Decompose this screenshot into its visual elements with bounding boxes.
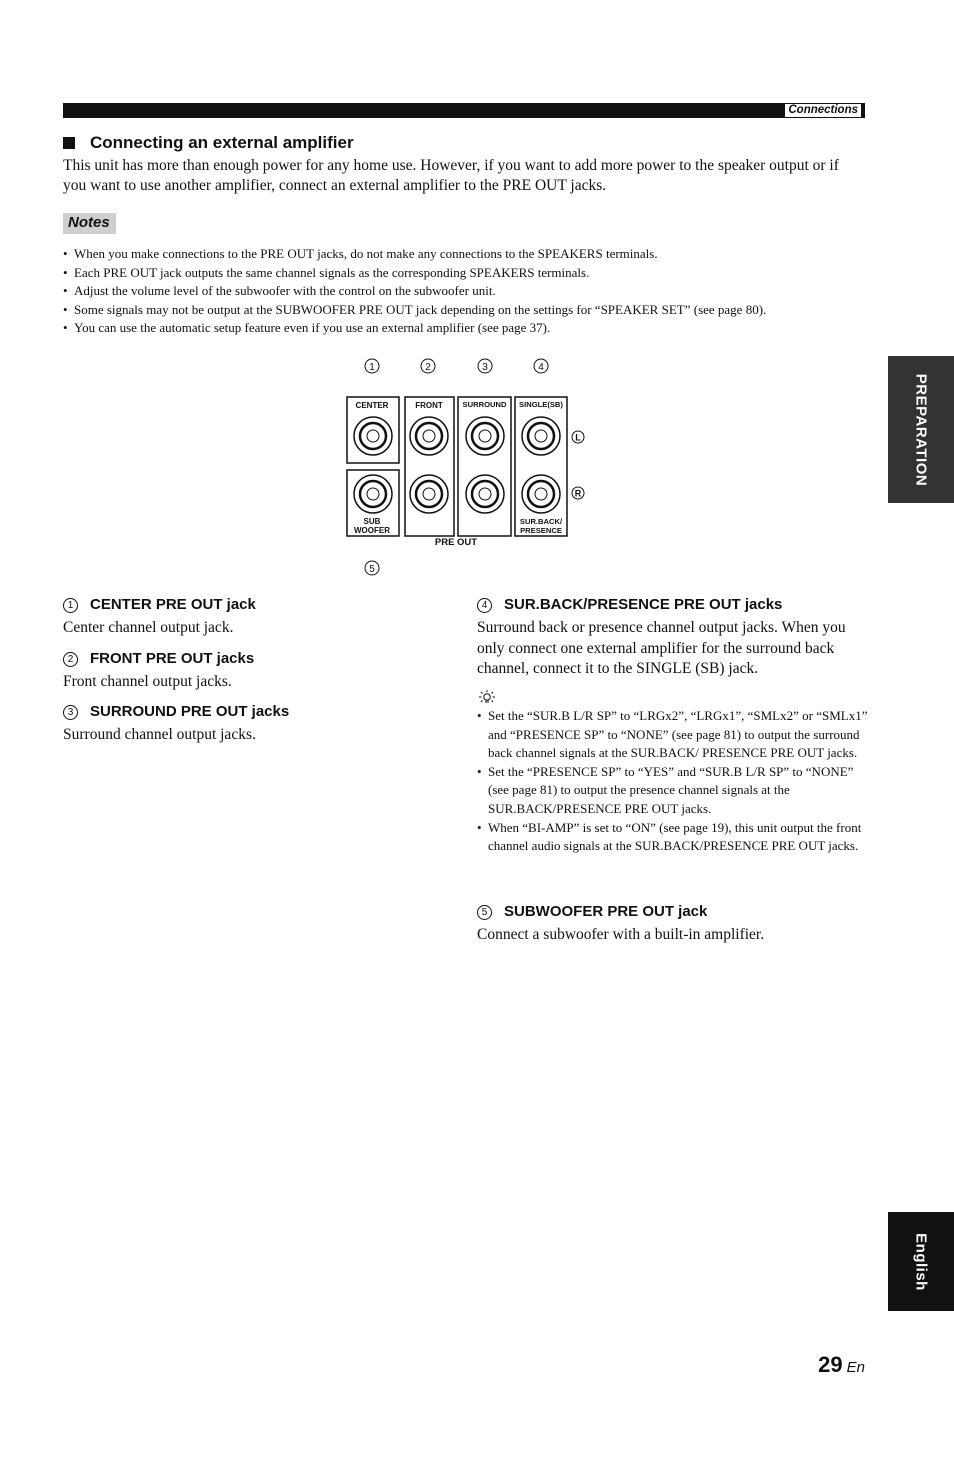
item-surback-body: Surround back or presence channel output jacks. When you only connect one external amplifier for the surround back channel, connect it to the SINGLE (SB) jack. [477, 619, 846, 677]
surround-box [458, 397, 511, 536]
item-number-badge: 5 [477, 905, 492, 920]
callout-3-text: 3 [482, 362, 488, 373]
page-number-value: 29 [818, 1352, 843, 1377]
item-center-head [63, 596, 256, 614]
side-tab-preparation-label: PREPARATION [912, 373, 930, 486]
side-tab-english [888, 1212, 954, 1311]
surback-label: SUR.BACK/ [519, 517, 563, 526]
page-language: En [846, 1359, 865, 1376]
note-item: • You can use the automatic setup feature even if you use an external amplifier (see page 37). [63, 319, 873, 338]
item-subwoofer-body: Connect a subwoofer with a built-in amplifier. [477, 926, 765, 943]
item-title: SUR.BACK/PRESENCE PRE OUT jacks [504, 596, 783, 613]
note-item: • Some signals may not be output at the SUBWOOFER PRE OUT jack depending on the settings for “SPEAKER SET” (see page 80). [63, 301, 873, 320]
surback-right-jack [522, 475, 560, 513]
item-number-badge: 1 [63, 598, 78, 613]
front-box [405, 397, 454, 536]
left-channel-marker [572, 431, 584, 443]
item-title: SURROUND PRE OUT jacks [90, 703, 290, 720]
section-title-text: Connecting an external amplifier [90, 133, 354, 152]
tip-item: • Set the “PRESENCE SP” to “YES” and “SUR.B L/R SP” to “NONE” (see page 81) to output the presence channel signals at the SUR.BACK/PRESENCE PRE OUT jacks. [477, 763, 869, 819]
right-channel-marker [572, 487, 584, 499]
callout-4-text: 4 [538, 362, 544, 373]
tip-item: • Set the “SUR.B L/R SP” to “LRGx2”, “LRGx1”, “SMLx2” or “SMLx1” and “PRESENCE SP” to “NONE” (see page 81) to output the surround back channel signals at the SUR.BACK/ PRESENCE PRE OUT jacks. [477, 707, 869, 763]
callout-5 [365, 561, 379, 575]
front-label: FRONT [415, 401, 443, 410]
item-title: SUBWOOFER PRE OUT jack [504, 903, 708, 920]
tip-item: • When “BI-AMP” is set to “ON” (see page 19), this unit output the front channel audio signals at the SUR.BACK/PRESENCE PRE OUT jacks. [477, 819, 869, 856]
callout-4 [534, 359, 548, 373]
item-title: CENTER PRE OUT jack [90, 596, 256, 613]
presence-label: PRESENCE [520, 526, 562, 535]
note-item: • When you make connections to the PRE OUT jacks, do not make any connections to the SPEAKERS terminals. [63, 245, 873, 264]
note-item: • Adjust the volume level of the subwoofer with the control on the subwoofer unit. [63, 282, 873, 301]
woofer-label: WOOFER [354, 526, 390, 535]
front-left-jack [410, 417, 448, 455]
section-title [63, 133, 354, 153]
sub-label: SUB [363, 517, 381, 526]
side-tab-preparation [888, 356, 954, 503]
item-front-body: Front channel output jacks. [63, 673, 232, 690]
header-bar [63, 103, 865, 118]
callout-3 [478, 359, 492, 373]
surback-box [515, 397, 567, 536]
callout-2-text: 2 [425, 362, 431, 373]
item-surround-body: Surround channel output jacks. [63, 726, 256, 743]
notes-label: Notes [63, 213, 116, 234]
left-marker-text: L [575, 432, 581, 443]
surback-left-jack [522, 417, 560, 455]
pre-out-label: PRE OUT [434, 537, 478, 548]
center-label: CENTER [355, 401, 389, 410]
item-number-badge: 4 [477, 598, 492, 613]
pre-out-jacks-diagram [330, 352, 600, 584]
item-center-body: Center channel output jack. [63, 619, 234, 636]
center-jack [354, 417, 392, 455]
intro-paragraph: This unit has more than enough power for any home use. However, if you want to add more power to the speaker output or if you want to use another amplifier, connect an external amplifier to the PRE OUT jacks. [63, 157, 839, 194]
item-title: FRONT PRE OUT jacks [90, 650, 255, 667]
page-number [818, 1352, 865, 1378]
lightbulb-tip-icon [477, 689, 497, 707]
item-number-badge: 2 [63, 652, 78, 667]
surround-right-jack [466, 475, 504, 513]
surround-left-jack [466, 417, 504, 455]
item-surback-head [477, 596, 782, 614]
item-subwoofer-head [477, 903, 707, 921]
callout-1-text: 1 [369, 362, 375, 373]
callout-2 [421, 359, 435, 373]
header-section-label: Connections [785, 104, 861, 117]
item-front-head [63, 650, 254, 668]
subwoofer-jack [354, 475, 392, 513]
right-marker-text: R [574, 488, 582, 499]
callout-1 [365, 359, 379, 373]
single-sb-label: SINGLE(SB) [519, 400, 563, 409]
item-number-badge: 3 [63, 705, 78, 720]
note-item: • Each PRE OUT jack outputs the same channel signals as the corresponding SPEAKERS terminals. [63, 264, 873, 283]
item-surround-head [63, 703, 289, 721]
callout-5-text: 5 [369, 564, 375, 575]
surround-label: SURROUND [462, 400, 507, 409]
square-bullet-icon [63, 137, 75, 149]
notes-list [63, 245, 873, 338]
tips-list [477, 707, 869, 856]
side-tab-english-label: English [912, 1232, 930, 1291]
front-right-jack [410, 475, 448, 513]
